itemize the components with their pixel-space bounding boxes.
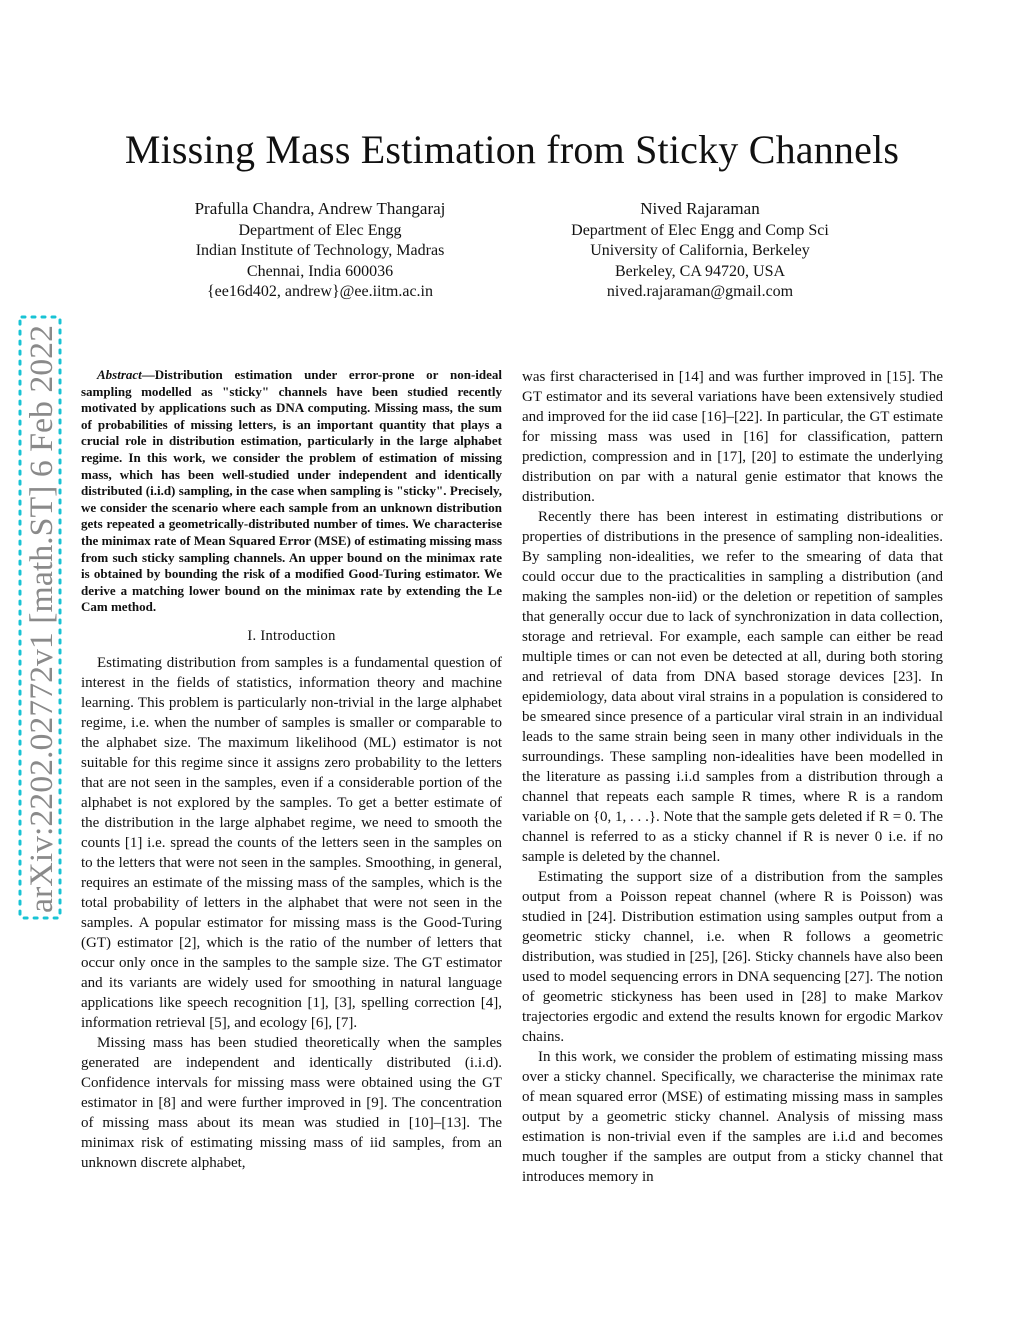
paragraph: Estimating the support size of a distribution from the samples output from a Poisson repeat channel (where R is Poisson) was studied in [24]. Distribution estimation using samples output from a geometric sticky channel, i.e. when R follows a geometric distribution, was studied in [25], [26]. Sticky channels have also been used to model sequencing errors in DNA sequencing [27]. The notion of geometric stickyness has been used in [28] to make Markov trajectories ergodic and extend the results known for ergodic Markov chains. — [522, 869, 943, 1045]
author-block-1 — [150, 199, 490, 303]
author-email: {ee16d402, andrew}@ee.iitm.ac.in — [206, 283, 433, 300]
paragraph: Recently there has been interest in estimating distributions or properties of distributions in the presence of sampling non-idealities. By sampling non-idealities, we refer to the smearing of data that could occur due to the practicalities in sampling a distribution (and making the samples non-iid) or the deletion or repetition of samples that generally occur due to lack of synchronization in data collection, storage and retrieval. For example, each sample can either be read multiple times or can not even be detected at all, during both storing and retrieval of data from DNA based storage devices [23]. In epidemiology, data about viral strains in a population is considered to be smeared since presence of a particular viral strain in an individual leads to the same strain being seen in many other individuals in the surroundings. These sampling non-idealities have been modelled in the literature as passing i.i.d samples from a distribution through a channel that repeats each sample R times, where R is a random variable on {0, 1, . . .}. Note that the sample gets deleted if R = 0. The channel is referred to as a sticky channel if R is never 0 i.e. if no sample is deleted by the channel. — [522, 509, 943, 865]
paragraph: Estimating distribution from samples is a fundamental question of interest in the fields of statistics, information theory and machine learning. This problem is particularly non-trivial in the large alphabet regime, i.e. when the number of samples is smaller or comparable to the alphabet size. The maximum likelihood (ML) estimator is not suitable for this regime since it assigns zero probability to the letters that are not seen in the samples, even if a considerable portion of the alphabet is not explored by the samples. To get a better estimate of the distribution in the large alphabet regime, we need to smooth the counts [1] i.e. spread the counts of the letters seen in the samples on to the letters that were not seen in the samples. Smoothing, in general, requires an estimate of the missing mass of the samples, which is the total probability of letters in the alphabet that were not seen in the samples. A popular estimator for missing mass is the Good-Turing (GT) estimator [2], which is the ratio of the number of letters that occur only once in the samples to the sample size. The GT estimator and its variants are widely used for smoothing in natural language applications like speech recognition [1], [3], spelling correction [4], information retrieval [5], and ecology [6], [7]. — [81, 654, 502, 1031]
arxiv-identifier: arXiv:2202.02772v1 [math.ST] 6 Feb 2022 — [24, 339, 60, 913]
author-institution: Indian Institute of Technology, Madras — [195, 242, 445, 259]
arxiv-watermark-graphic — [18, 315, 62, 920]
abstract-label: Abstract — [97, 367, 142, 382]
paper-title: Missing Mass Estimation from Sticky Channels — [124, 127, 900, 172]
paragraph: was first characterised in [14] and was further improved in [15]. The GT estimator and its several variations have been extensively studied and improved for the iid case [16]–[22]. In particular, the GT estimate for missing mass was used in [16] for classification, pattern prediction, compression and in [17], [20] to estimate the underlying distribution on par with a natural genie estimator that knows the distribution. — [522, 369, 943, 505]
author-department: Department of Elec Engg — [238, 221, 402, 239]
author-name: Nived Rajaraman — [640, 199, 760, 218]
author-email: nived.rajaraman@gmail.com — [606, 283, 794, 300]
left-column — [81, 367, 502, 1173]
author-block-2 — [530, 199, 870, 303]
section-heading-introduction: I. Introduction — [247, 627, 336, 644]
arxiv-watermark — [18, 315, 62, 920]
author-name: Prafulla Chandra, Andrew Thangaraj — [194, 199, 446, 218]
paragraph: In this work, we consider the problem of estimating missing mass over a sticky channel. Specifically, we characterise the minimax rate of mean squared error (MSE) of estimating missing mass in samples output by a geometric sticky channel. Analysis of missing mass estimation is non-trivial even if the samples are i.i.d and becomes much tougher if the samples are output from a sticky channel that introduces memory in — [522, 1049, 943, 1185]
author-address: Chennai, India 600036 — [246, 262, 394, 280]
author-department: Department of Elec Engg and Comp Sci — [571, 221, 829, 239]
abstract — [81, 367, 502, 616]
paragraph: Missing mass has been studied theoretically when the samples generated are independent and identically distributed (i.i.d). Confidence intervals for missing mass were obtained using the GT estimator in [8] and were further improved in [9]. The concentration of missing mass about its mean was studied in [10]–[13]. The minimax risk of estimating missing mass of iid samples, from an unknown discrete alphabet, — [81, 1034, 502, 1171]
author-address: Berkeley, CA 94720, USA — [614, 262, 786, 280]
abstract-text: —Distribution estimation under error-prone or non-ideal sampling modelled as "sticky" channels have been studied recently motivated by applications such as DNA computing. Missing mass, the sum of probabilities of missing letters, is an important quantity that plays a crucial role in distribution estimation, particularly in the large alphabet regime. In this work, we consider the problem of estimation of missing mass, which has been well-studied under independent and identically distributed (i.i.d) sampling, in the case when sampling is "sticky". Precisely, we consider the scenario where each sample from an unknown distribution gets repeated a geometrically-distributed number of times. We characterise the minimax rate of Mean Squared Error (MSE) of estimating missing mass from such sticky sampling channels. An upper bound on the minimax rate is obtained by bounding the risk of a modified Good-Turing estimator. We derive a matching lower bound on the minimax rate by extending the Le Cam method. — [81, 367, 502, 615]
right-column — [522, 367, 943, 1187]
author-institution: University of California, Berkeley — [590, 242, 810, 259]
